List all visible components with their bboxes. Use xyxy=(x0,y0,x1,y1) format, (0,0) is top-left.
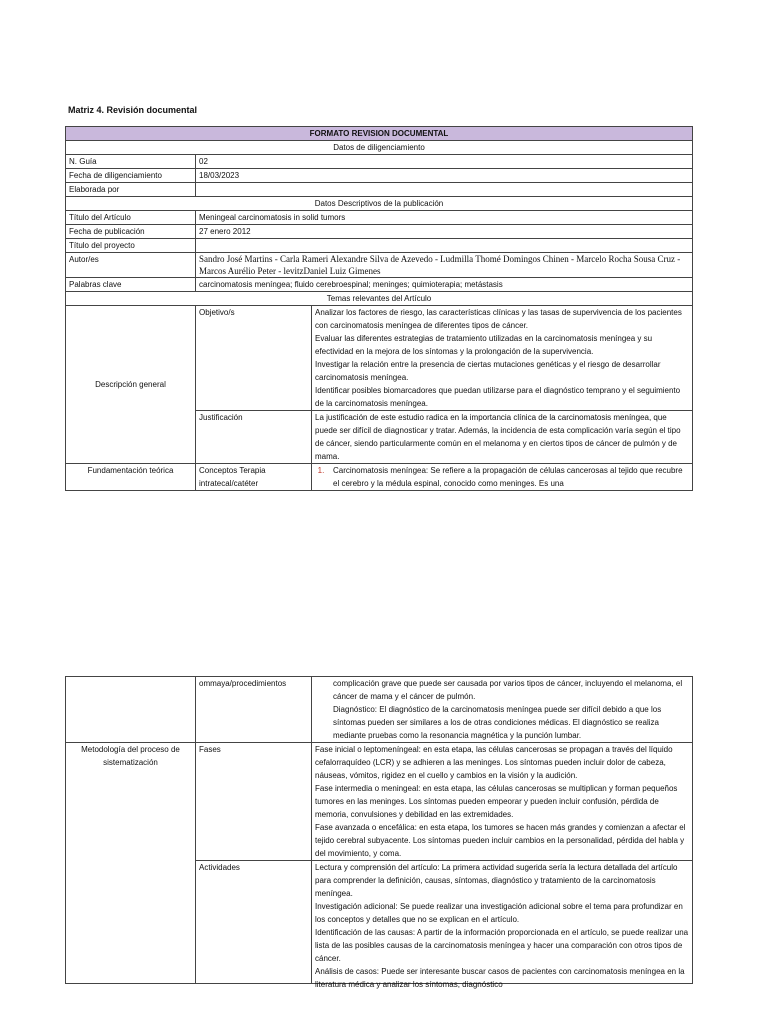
row-fecha-diligenciamiento xyxy=(66,169,693,183)
row-fecha-publicacion xyxy=(66,225,693,239)
row-titulo xyxy=(66,211,693,225)
row-fundamentacion-p1 xyxy=(66,464,693,491)
fase-item: Fase intermedia o meningeal: en esta etapa, las células cancerosas se multiplican y forman pequeños tumores en las meninges. Los síntomas pueden empeorar y pueden incluir confusión, pérdida de memoria, convulsiones y debilidad en las extremidades. xyxy=(315,784,678,819)
palabras-value: carcinomatosis meníngea; fluido cerebroespinal; meninges; quimioterapia; metástasis xyxy=(196,278,693,292)
fundamentacion-paragraph: complicación grave que puede ser causada por varios tipos de cáncer, incluyendo el melanoma, el cáncer de mama y el cáncer de pulmón. xyxy=(333,679,683,701)
fundamentacion-cell-p1 xyxy=(312,464,693,491)
actividad-item: Investigación adicional: Se puede realizar una investigación adicional sobre el tema para profundizar en los conceptos y detalles que no se explican en el artículo. xyxy=(315,902,683,924)
concepto-label-p1 xyxy=(196,464,312,491)
section-diligenciamiento: Datos de diligenciamiento xyxy=(66,141,693,155)
fundamentacion-text-p1 xyxy=(330,464,692,490)
actividades-list xyxy=(312,861,693,989)
objetivos-label: Objetivo/s xyxy=(196,306,312,411)
fecha-dil-label: Fecha de diligenciamiento xyxy=(66,169,196,183)
row-autores xyxy=(66,253,693,278)
actividad-item: Análisis de casos: Puede ser interesante buscar casos de pacientes con carcinomatosis meníngea en la literatura médica y analizar los síntomas, diagnóstico xyxy=(315,967,685,989)
palabras-label: Palabras clave xyxy=(66,278,196,292)
row-proyecto xyxy=(66,239,693,253)
actividades-label: Actividades xyxy=(196,861,312,984)
objetivos-list xyxy=(312,306,693,411)
format-title: FORMATO REVISION DOCUMENTAL xyxy=(66,127,693,141)
fundamentacion-text-p1-clip: Carcinomatosis meníngea: Se refiere a la propagación de células cancerosas al tejido que recubre el cerebro y la médula espinal, conocido como meninges. Es una xyxy=(333,466,683,488)
fases-list xyxy=(312,743,693,861)
metodologia-label: Metodología del proceso de sistematización xyxy=(66,743,196,984)
list-number-spacer xyxy=(312,677,330,742)
guia-label: N. Guía xyxy=(66,155,196,169)
elaborada-value xyxy=(196,183,693,197)
objetivo-item: Investigar la relación entre la presencia de ciertas mutaciones genéticas y el riesgo de desarrollar carcinomatosis meníngea. xyxy=(315,360,661,382)
objetivo-item: Analizar los factores de riesgo, las características clínicas y las tasas de supervivencia de los pacientes con carcinomatosis meníngea de diferentes tipos de cáncer. xyxy=(315,308,682,330)
concepto-label-p1-text: Conceptos Terapia intratecal/catéter xyxy=(199,466,266,488)
review-format-table-page1 xyxy=(65,126,693,491)
proyecto-label: Título del proyecto xyxy=(66,239,196,253)
titulo-value: Meningeal carcinomatosis in solid tumors xyxy=(196,211,693,225)
justificacion-text: La justificación de este estudio radica en la importancia clínica de la carcinomatosis meníngea, que puede ser difícil de diagnosticar y tratar. Además, la incidencia de esta complicación varía según el tipo de cáncer, siendo particularmente común en el melanoma y en ciertos tipos de cáncer de pulmón y de mama. xyxy=(312,411,693,464)
review-format-table-page2 xyxy=(65,676,693,989)
fecha-dil-value: 18/03/2023 xyxy=(196,169,693,183)
fundamentacion-label-continued xyxy=(66,677,196,743)
fase-item: Fase avanzada o encefálica: en esta etapa, los tumores se hacen más grandes y comienzan a afectar el tejido cerebral subyacente. Los síntomas pueden incluir cambios en la personalidad, pérdida del habla y del movimiento, y coma. xyxy=(315,823,686,858)
row-palabras xyxy=(66,278,693,292)
fundamentacion-text-p2 xyxy=(330,677,692,742)
row-fundamentacion-p2 xyxy=(66,677,693,743)
elaborada-label: Elaborada por xyxy=(66,183,196,197)
section-temas: Temas relevantes del Artículo xyxy=(66,292,693,306)
justificacion-label: Justificación xyxy=(196,411,312,464)
list-number: 1. xyxy=(317,466,325,475)
titulo-label: Título del Artículo xyxy=(66,211,196,225)
fecha-pub-label: Fecha de publicación xyxy=(66,225,196,239)
concepto-label-p2: ommaya/procedimientos xyxy=(196,677,312,743)
fundamentacion-inner-p1 xyxy=(312,464,692,490)
row-fases xyxy=(66,743,693,861)
row-guia xyxy=(66,155,693,169)
fases-label: Fases xyxy=(196,743,312,861)
objetivo-item: Evaluar las diferentes estrategias de tratamiento utilizadas en la carcinomatosis meníngea y su efectividad en la mejora de los síntomas y la prolongación de la supervivencia. xyxy=(315,334,653,356)
autores-label: Autor/es xyxy=(66,253,196,278)
diagnostico-paragraph: Diagnóstico: El diagnóstico de la carcinomatosis meníngea puede ser difícil debido a que los síntomas pueden ser similares a los de otras condiciones médicas. El diagnóstico se realiza mediante pruebas como la resonancia magnética y la punción lumbar. xyxy=(333,705,662,740)
objetivo-item: Identificar posibles biomarcadores que puedan utilizarse para el diagnóstico temprano y el seguimiento de la carcinomatosis meníngea. xyxy=(315,386,681,408)
fase-item: Fase inicial o leptomeníngeal: en esta etapa, las células cancerosas se propagan a través del líquido cefalorraquídeo (LCR) y se adhieren a las meninges. Los síntomas pueden incluir dolor de cabeza, náuseas, vómitos, rigidez en el cuello y cambios en la visión y la audición. xyxy=(315,745,673,780)
section-descriptivos: Datos Descriptivos de la publicación xyxy=(66,197,693,211)
proyecto-value xyxy=(196,239,693,253)
actividad-item: Identificación de las causas: A partir de la información proporcionada en el artículo, se puede realizar una lista de las posibles causas de la carcinomatosis meníngea y hacer una comparación con otros tipos de cáncer. xyxy=(315,928,689,963)
row-objetivos xyxy=(66,306,693,411)
fecha-pub-value: 27 enero 2012 xyxy=(196,225,693,239)
document-caption: Matriz 4. Revisión documental xyxy=(68,105,198,115)
fundamentacion-cell-p2 xyxy=(312,677,693,743)
actividad-item: Lectura y comprensión del artículo: La primera actividad sugerida sería la lectura detallada del artículo para comprender la definición, causas, síntomas, diagnóstico y tratamiento de la carcinomatosis meníngea. xyxy=(315,863,678,898)
guia-value: 02 xyxy=(196,155,693,169)
fundamentacion-label: Fundamentación teórica xyxy=(66,464,196,491)
descripcion-label: Descripción general xyxy=(66,306,196,464)
actividades-clip xyxy=(315,861,689,989)
fundamentacion-inner-p2 xyxy=(312,677,692,742)
autores-value: Sandro José Martins - Carla Rameri Alexandre Silva de Azevedo - Ludmilla Thomé Domingos Chinen - Marcelo Rocha Sousa Cruz - Marcos Aurélio Peter - levitzDaniel Luiz Gimenes xyxy=(196,253,693,278)
row-elaborada xyxy=(66,183,693,197)
